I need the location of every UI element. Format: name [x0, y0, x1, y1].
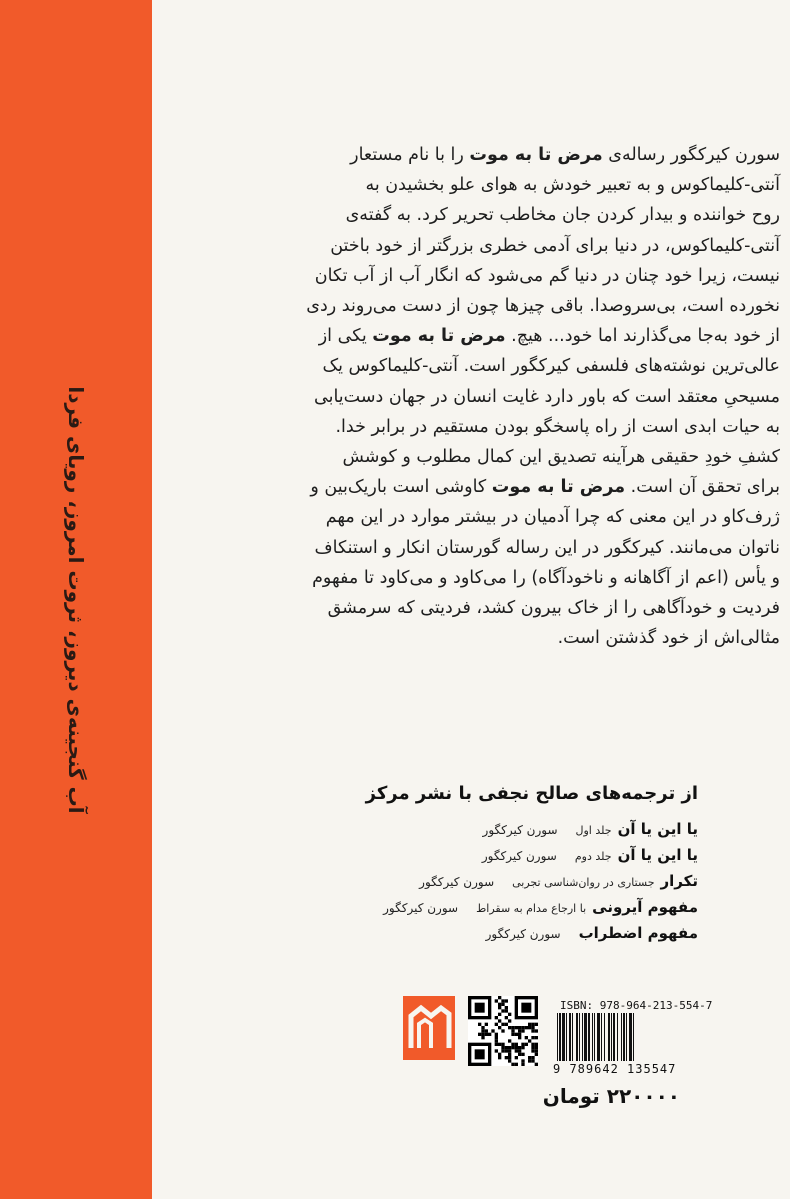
- blurb-text: یکی از: [318, 326, 373, 347]
- blurb-line: [200, 563, 780, 593]
- book-subtitle: جلد اول: [575, 824, 612, 837]
- blurb-text: برای تحقق آن است.: [625, 477, 780, 498]
- blurb-line: [200, 472, 780, 502]
- book-title: مفهوم آیرونی: [592, 898, 698, 916]
- book-title: یا این یا آن: [617, 846, 698, 864]
- translation-list-item: [278, 898, 698, 924]
- blurb-line: [200, 412, 780, 442]
- blurb-line: [200, 231, 780, 261]
- price-label: ۲۲۰۰۰۰ تومان: [542, 1084, 680, 1108]
- book-author: سورن کیرکگور: [419, 875, 495, 889]
- blurb-line: [200, 291, 780, 321]
- blurb-text: ژرف‌کاو در این معنی که چرا آدمیان در بیشتر موارد در این مهم: [325, 507, 780, 528]
- blurb-text: مثالی‌اش از خود گذشتن است.: [557, 628, 780, 649]
- translations-heading: از ترجمه‌های صالح نجفی با نشر مرکز: [365, 783, 698, 804]
- blurb-line: [200, 382, 780, 412]
- book-subtitle: جستاری در روان‌شناسی تجربی: [512, 876, 655, 889]
- blurb-text: به حیات ابدی است از راه پاسخگو بودن مستقیم در برابر خدا.: [335, 416, 780, 437]
- blurb-text: مسیحیِ معتقد است که باور دارد غایت انسان در جهان دست‌یابی: [313, 386, 780, 407]
- qr-code: [468, 996, 538, 1066]
- blurb-text: کشفِ خودِ حقیقی هرآینه تصدیق این کمال مطلوب و کوشش: [342, 447, 780, 468]
- blurb-text: عالی‌ترین نوشته‌های فلسفی کیرکگور است. آنتی-کلیماکوس یک: [322, 356, 780, 377]
- blurb-book-title: مرض تا به موت: [491, 477, 626, 498]
- blurb-line: [200, 200, 780, 230]
- blurb-line: [200, 623, 780, 653]
- back-cover-blurb: [200, 140, 780, 653]
- book-subtitle: جلد دوم: [574, 850, 612, 863]
- blurb-text: نخورده است، بی‌سروصدا. باقی چیزها چون از دست می‌روند ردی: [306, 296, 780, 317]
- translation-list-item: [278, 872, 698, 898]
- book-author: سورن کیرکگور: [485, 927, 561, 941]
- book-author: سورن کیرکگور: [383, 901, 459, 915]
- publisher-logo: [403, 996, 455, 1060]
- blurb-text: از خود به‌جا می‌گذارند اما خود... هیچ.: [505, 326, 780, 347]
- blurb-text: آنتی-کلیماکوس، در دنیا برای آدمی خطری بزرگتر از خود باختن: [330, 235, 780, 256]
- blurb-line: [200, 261, 780, 291]
- translations-list: [278, 820, 698, 950]
- blurb-line: [200, 170, 780, 200]
- barcode-digits: 9 789642 135547: [553, 1062, 677, 1076]
- blurb-line: [200, 593, 780, 623]
- blurb-line: [200, 351, 780, 381]
- blurb-line: [200, 140, 780, 170]
- blurb-text: را با نام مستعار: [350, 145, 470, 165]
- translation-list-item: [278, 924, 698, 950]
- blurb-book-title: مرض تا به موت: [469, 145, 603, 165]
- blurb-text: روح خواننده و بیدار کردن جان مخاطب تحریر کرد. به گفته‌ی: [345, 205, 780, 226]
- book-subtitle: با ارجاع مدام به سقراط: [476, 902, 587, 915]
- book-title: یا این یا آن: [617, 820, 698, 838]
- isbn-barcode: [555, 1013, 685, 1061]
- blurb-text: سورن کیرکگور رساله‌ی: [602, 145, 780, 165]
- blurb-text: و یأس (اعم از آگاهانه و ناخودآگاه) را می‌کاود و می‌کاود تا مفهوم: [312, 567, 780, 588]
- blurb-line: [200, 502, 780, 532]
- book-author: سورن کیرکگور: [481, 849, 557, 863]
- blurb-line: [200, 533, 780, 563]
- blurb-text: کاوشی است باریک‌بین و: [310, 477, 492, 498]
- isbn-label: ISBN: 978-964-213-554-7: [560, 999, 713, 1012]
- blurb-text: نیست، زیرا خود چنان در دنیا گم می‌شود که انگار آب از آب تکان: [314, 265, 780, 286]
- book-spine-band: [0, 0, 152, 1199]
- blurb-book-title: مرض تا به موت: [372, 326, 506, 347]
- translation-list-item: [278, 820, 698, 846]
- book-author: سورن کیرکگور: [482, 823, 558, 837]
- spine-slogan: آب گنجینه‌ی دیروز، ثروت امروز، رویای فردا: [64, 386, 88, 814]
- translation-list-item: [278, 846, 698, 872]
- blurb-text: ناتوان می‌مانند. کیرکگور در این رساله گورستان انکار و استنکاف: [314, 537, 780, 558]
- book-title: تکرار: [660, 872, 698, 890]
- blurb-line: [200, 442, 780, 472]
- blurb-text: فردیت و خودآگاهی را از خاک بیرون کشد، فردیتی که سرمشق: [327, 598, 780, 619]
- blurb-text: آنتی-کلیماکوس و به تعبیر خودش به هوای علو بخشیدن به: [365, 175, 780, 196]
- blurb-line: [200, 321, 780, 351]
- book-title: مفهوم اضطراب: [578, 924, 698, 942]
